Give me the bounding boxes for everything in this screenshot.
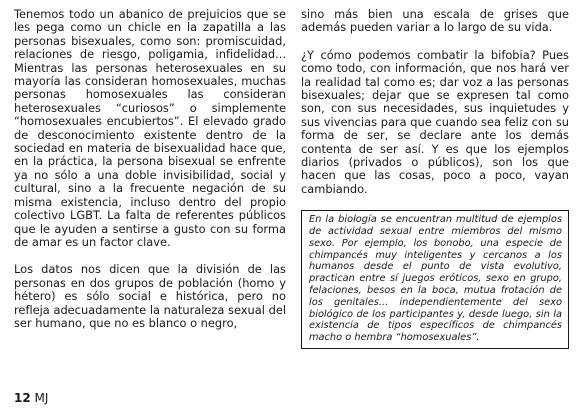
right-column <box>301 8 569 349</box>
page-footer <box>14 391 48 405</box>
callout-text: En la biología se encuentran multitud de ejemplos de actividad sexual entre miembros del mismo sexo. Por ejemplo, los bonobo, una especie de chimpancés muy inteligentes y cercanos a los humanos desde el punto de vista evolutivo, practican entre sí juegos eróticos, sexo en grupo, felaciones, besos en la boca, mutua frotación de los genitales... independientemente del sexo biológico de los participantes y, desde luego, sin la existencia de tipos específicos de chimpancés macho o hembra “homosexuales”. <box>309 214 562 344</box>
left-column <box>14 8 286 344</box>
page-number: 12 <box>14 391 31 405</box>
publication-name: MJ <box>34 391 49 405</box>
paragraph-data-division: Los datos nos dicen que la división de las personas en dos grupos de población (homo y hétero) es sólo social e histórica, pero no refleja adecuadamente la naturaleza sexual del ser humano, que no es blanco o negro, <box>14 262 286 330</box>
paragraph-grey-scale: sino más bien una escala de grises que además pueden variar a lo largo de su vida. <box>301 7 569 35</box>
paragraph-combat-biphobia: ¿Y cómo podemos combatir la bifobia? Pues como todo, con información, que nos hará ver la realidad tal como es; dar voz a las personas bisexuales; dejar que se expresen tal como son, con sus necesidades, sus inquietudes y sus vivencias para que cuando sea feliz con su forma de ser, se declare ante los demás contenta de ser así. Y es que los ejemplos diarios (privados o públicos), son los que hacen que las cosas, poco a poco, vayan cambiando. <box>301 47 569 196</box>
biology-callout-box <box>301 210 569 349</box>
paragraph-prejudices: Tenemos todo un abanico de prejuicios que se les pega como un chicle en la zapatilla a las personas bisexuales, como son: promiscuidad, relaciones de riesgo, poligamia, infidelidad... Mientras las personas heterosexuales en su mayoría las consideran homosexuales, muchas personas homosexuales las consideran heterosexuales “curiosos” o simplemente “homosexuales encubiertos”. El elevado grado de desconocimiento existente dentro de la sociedad en materia de bisexualidad hace que, en la práctica, la persona bisexual se enfrente ya no sólo a una doble invisibilidad, social y cultural, sino a la frecuente negación de su misma existencia, incluso dentro del propio colectivo LGBT. La falta de referentes públicos que le ayuden a sentirse a gusto con su forma de amar es un factor clave. <box>14 7 286 249</box>
